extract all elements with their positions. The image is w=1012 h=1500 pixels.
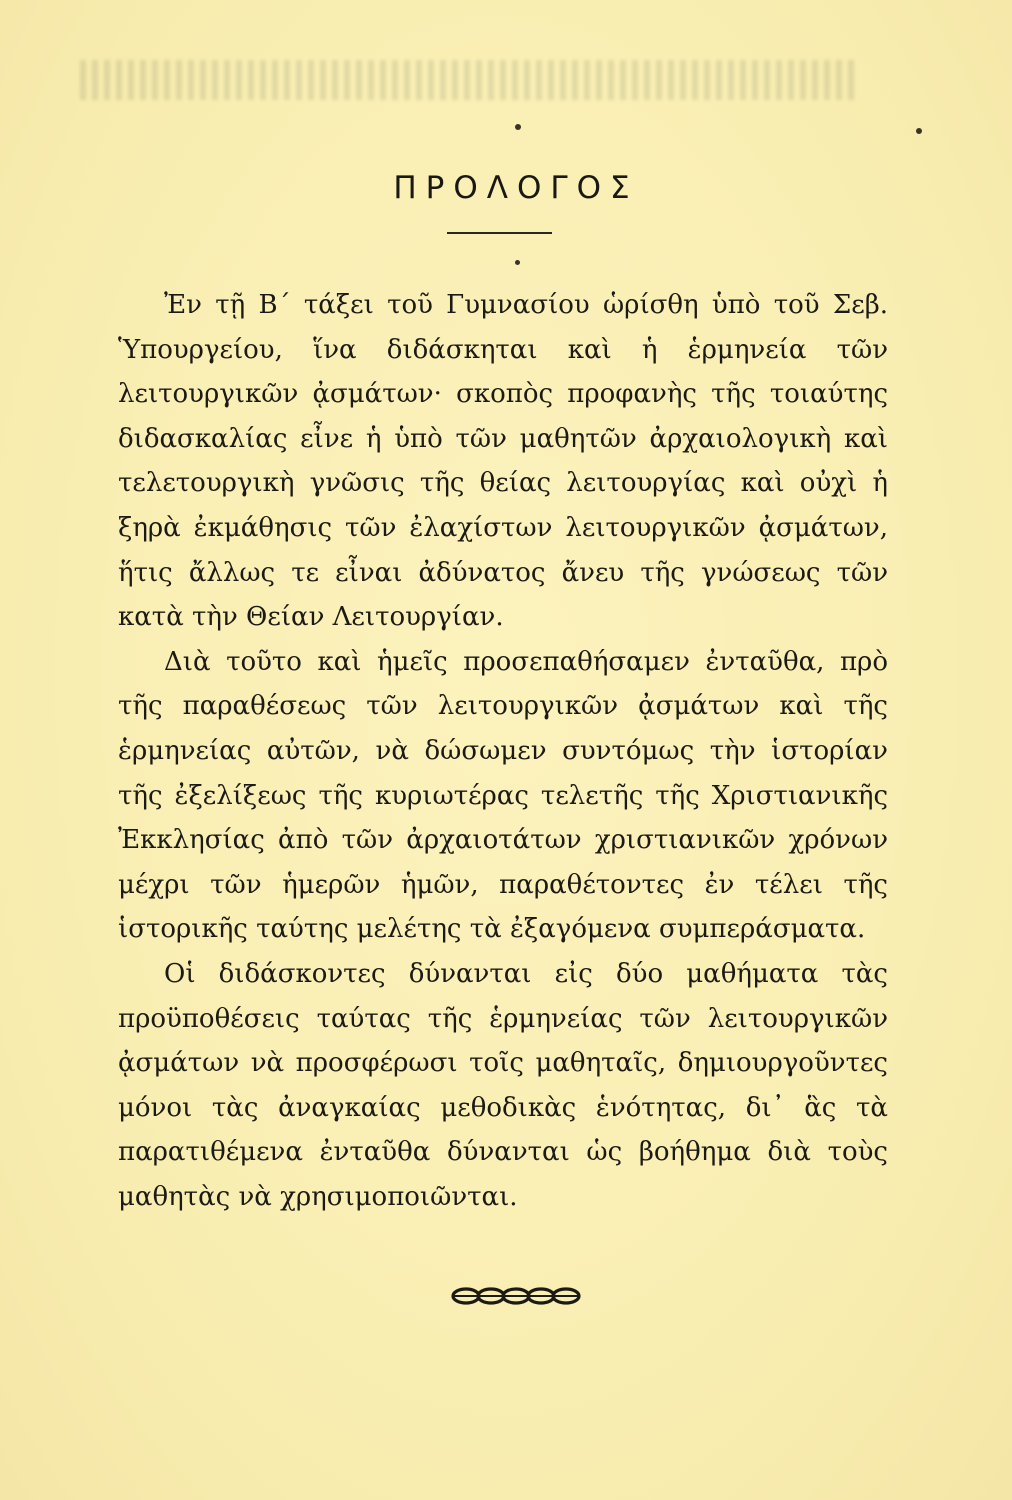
chain-ornament-svg <box>450 1285 582 1307</box>
ink-speck <box>916 128 922 134</box>
body-text <box>118 283 888 1219</box>
bleed-through-texture <box>80 60 860 100</box>
paragraph-3: Οἱ διδάσκοντες δύνανται εἰς δύο μαθήματα τὰς προϋποθέσεις ταύτας τῆς ἑρμηνείας τῶν λειτουργικῶν ᾀσμάτων νὰ προσφέρωσι τοῖς μαθηταῖς, δημιουργοῦντες μόνοι τὰς ἀναγκαίας μεθοδικὰς ἑνότητας, δι᾿ ἃς τὰ παρατιθέμενα ἐνταῦθα δύνανται ὡς βοήθημα διὰ τοὺς μαθητὰς νὰ χρησιμοποιῶνται. <box>118 958 888 1212</box>
chain-ornament-icon <box>0 1285 1012 1307</box>
ink-speck <box>515 260 520 265</box>
ink-speck <box>515 124 521 130</box>
paragraph-1: Ἐν τῇ Β΄ τάξει τοῦ Γυμνασίου ὡρίσθη ὑπὸ τοῦ Σεβ. Ὑπουργείου, ἵνα διδάσκηται καὶ ἡ ἑρμηνεία τῶν λειτουργικῶν ᾀσμάτων· σκοπὸς προφανὴς τῆς τοιαύτης διδασκαλίας εἶνε ἡ ὑπὸ τῶν μαθητῶν ἀρχαιολογικὴ καὶ τελετουργικὴ γνῶσις τῆς θείας λειτουργίας καὶ οὐχὶ ἡ ξηρὰ ἐκμάθησις τῶν ἐλαχίστων λειτουργικῶν ᾀσμάτων, ἥτις ἄλλως τε εἶναι ἀδύνατος ἄνευ τῆς γνώσεως τῶν κατὰ τὴν Θείαν Λειτουργίαν. <box>118 290 888 633</box>
paragraph-2: Διὰ τοῦτο καὶ ἡμεῖς προσεπαθήσαμεν ἐνταῦθα, πρὸ τῆς παραθέσεως τῶν λειτουργικῶν ᾀσμάτων καὶ τῆς ἑρμηνείας αὐτῶν, νὰ δώσωμεν συντόμως τὴν ἱστορίαν τῆς ἐξελίξεως τῆς κυριωτέρας τελετῆς τῆς Χριστιανικῆς Ἐκκλησίας ἀπὸ τῶν ἀρχαιοτάτων χριστιανικῶν χρόνων μέχρι τῶν ἡμερῶν ἡμῶν, παραθέτοντες ἐν τέλει τῆς ἱστορικῆς ταύτης μελέτης τὰ ἐξαγόμενα συμπεράσματα. <box>118 646 888 945</box>
title-underline <box>447 232 552 234</box>
page-title: ΠΡΟΛΟΓΟΣ <box>393 170 639 206</box>
